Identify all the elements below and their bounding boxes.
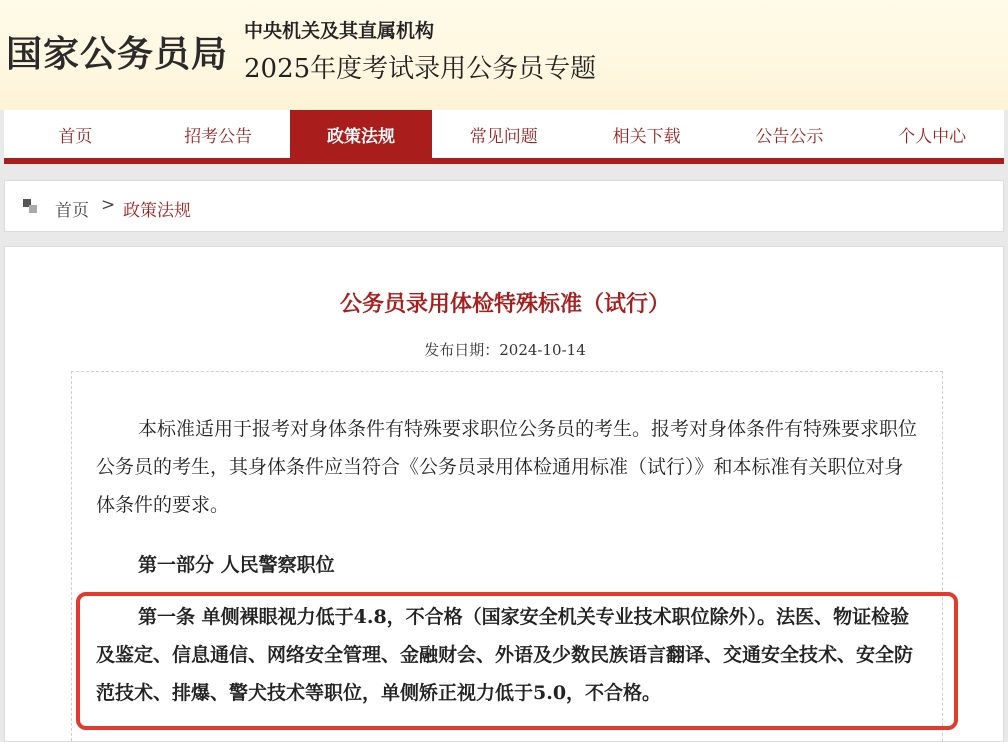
highlight-box — [76, 592, 958, 730]
nav-item-faq[interactable]: 常见问题 — [469, 126, 538, 147]
article-title: 公务员录用体检特殊标准（试行） — [339, 291, 670, 317]
nav-item-personal-center[interactable]: 个人中心 — [898, 126, 967, 147]
breadcrumb-squares-icon — [23, 199, 39, 215]
header-subtitle: 中央机关及其直属机构 — [244, 20, 435, 42]
site-logo[interactable]: 国家公务员局 — [6, 33, 229, 75]
publish-date: 发布日期：2024-10-14 — [424, 341, 586, 359]
nav-item-policies[interactable]: 政策法规 — [290, 110, 433, 158]
article-section-heading: 第一部分 人民警察职位 — [138, 554, 335, 576]
article-paragraph-intro: 本标准适用于报考对身体条件有特殊要求职位公务员的考生。报考对身体条件有特殊要求职位公务员的考生，其身体条件应当符合《公务员录用体检通用标准（试行）》和本标准有关职位对身体条件的要求。 — [96, 418, 918, 516]
nav-item-home[interactable]: 首页 — [58, 126, 93, 147]
nav-item-announcements[interactable]: 公告公示 — [755, 126, 824, 147]
main-nav — [4, 110, 1004, 158]
nav-item-recruitment-notices[interactable]: 招考公告 — [184, 126, 253, 147]
nav-item-downloads[interactable]: 相关下载 — [612, 126, 681, 147]
nav-underline-bar — [4, 158, 1004, 164]
article-paragraph-article-1: 第一条 单侧裸眼视力低于4.8，不合格（国家安全机关专业技术职位除外）。法医、物证检验及鉴定、信息通信、网络安全管理、金融财会、外语及少数民族语言翻译、交通安全技术、安全防范技术、排爆、警犬技术等职位，单侧矫正视力低于5.0，不合格。 — [96, 606, 914, 704]
header-topic-title: 2025年度考试录用公务员专题 — [244, 54, 597, 84]
site-header — [0, 0, 1008, 110]
breadcrumb-home-link[interactable]: 首页 — [55, 201, 89, 221]
breadcrumb-current-link[interactable]: 政策法规 — [123, 201, 191, 221]
breadcrumb-separator: > — [101, 195, 116, 215]
breadcrumb — [4, 180, 1004, 232]
